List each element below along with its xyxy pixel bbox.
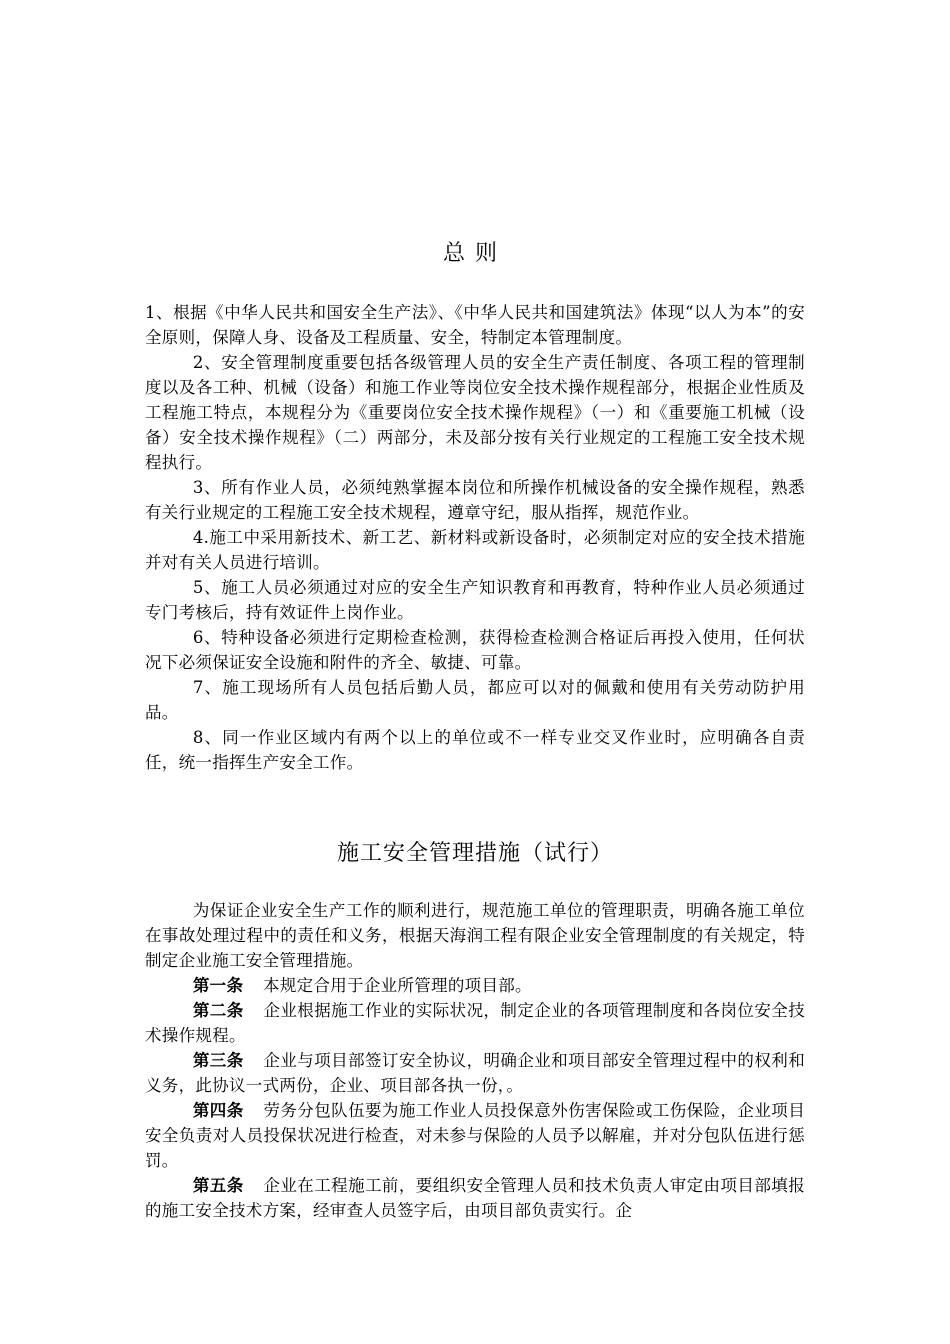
general-paragraph-2: 2、安全管理制度重要包括各级管理人员的安全生产责任制度、各项工程的管理制度以及各工种、机械（设备）和施工作业等岗位安全技术操作规程部分，根据企业性质及工程施工特点，本规程分为《重要岗位安全技术操作规程》（一）和《重要施工机械（设备）安全技术操作规程》（二）两部分，未及部分按有关行业规定的工程施工安全技术规程执行。 bbox=[145, 353, 805, 472]
article-3-label: 第三条 bbox=[192, 1051, 244, 1070]
general-paragraph-5: 5、施工人员必须通过对应的安全生产知识教育和再教育，特种作业人员必须通过专门考核后，持有效证件上岗作业。 bbox=[145, 578, 805, 622]
general-paragraph-3: 3、所有作业人员，必须纯熟掌握本岗位和所操作机械设备的安全操作规程，熟悉有关行业规定的工程施工安全技术规程，遵章守纪，服从指挥，规范作业。 bbox=[145, 478, 805, 522]
article-4 bbox=[145, 1098, 805, 1173]
article-1-label: 第一条 bbox=[192, 976, 244, 995]
general-paragraph-6: 6、特种设备必须进行定期检查检测，获得检查检测合格证后再投入使用，任何状况下必须保证安全设施和附件的齐全、敏捷、可靠。 bbox=[145, 628, 805, 672]
article-5 bbox=[145, 1173, 805, 1223]
article-5-label: 第五条 bbox=[192, 1176, 244, 1195]
general-paragraph-1: 1、根据《中华人民共和国安全生产法》、《中华人民共和国建筑法》体现“以人为本”的安全原则，保障人身、设备及工程质量、安全，特制定本管理制度。 bbox=[145, 303, 805, 347]
document-page bbox=[145, 0, 805, 1344]
article-4-label: 第四条 bbox=[192, 1101, 244, 1120]
article-4-text: 劳务分包队伍要为施工作业人员投保意外伤害保险或工伤保险，企业项目安全负责对人员投保状况进行检查，对未参与保险的人员予以解雇，并对分包队伍进行惩罚。 bbox=[145, 1101, 805, 1170]
article-1 bbox=[145, 973, 805, 998]
safety-measures-body bbox=[145, 898, 805, 1223]
article-2-text: 企业根据施工作业的实际状况，制定企业的各项管理制度和各岗位安全技术操作规程。 bbox=[145, 1001, 805, 1045]
general-provisions-body bbox=[145, 300, 805, 775]
general-paragraph-8: 8、同一作业区域内有两个以上的单位或不一样专业交叉作业时，应明确各自责任，统一指挥生产安全工作。 bbox=[145, 728, 805, 772]
general-provisions-title: 总则 bbox=[442, 241, 507, 266]
article-1-text: 本规定合用于企业所管理的项目部。 bbox=[263, 976, 532, 995]
article-2-label: 第二条 bbox=[192, 1001, 244, 1020]
measures-intro: 为保证企业安全生产工作的顺利进行，规范施工单位的管理职责，明确各施工单位在事故处理过程中的责任和义务，根据天海润工程有限企业安全管理制度的有关规定，特制定企业施工安全管理措施。 bbox=[145, 901, 805, 970]
article-2 bbox=[145, 998, 805, 1048]
general-paragraph-4: 4.施工中采用新技术、新工艺、新材料或新设备时，必须制定对应的安全技术措施并对有关人员进行培训。 bbox=[145, 528, 805, 572]
article-5-text: 企业在工程施工前，要组织安全管理人员和技术负责人审定由项目部填报的施工安全技术方案，经审查人员签字后，由项目部负责实行。企 bbox=[145, 1176, 805, 1220]
general-paragraph-7: 7、施工现场所有人员包括后勤人员，都应可以对的佩戴和使用有关劳动防护用品。 bbox=[145, 678, 805, 722]
article-3 bbox=[145, 1048, 805, 1098]
article-3-text: 企业与项目部签订安全协议，明确企业和项目部安全管理过程中的权利和义务，此协议一式两份，企业、项目部各执一份，。 bbox=[145, 1051, 805, 1095]
safety-measures-title: 施工安全管理措施（试行） bbox=[336, 841, 613, 866]
